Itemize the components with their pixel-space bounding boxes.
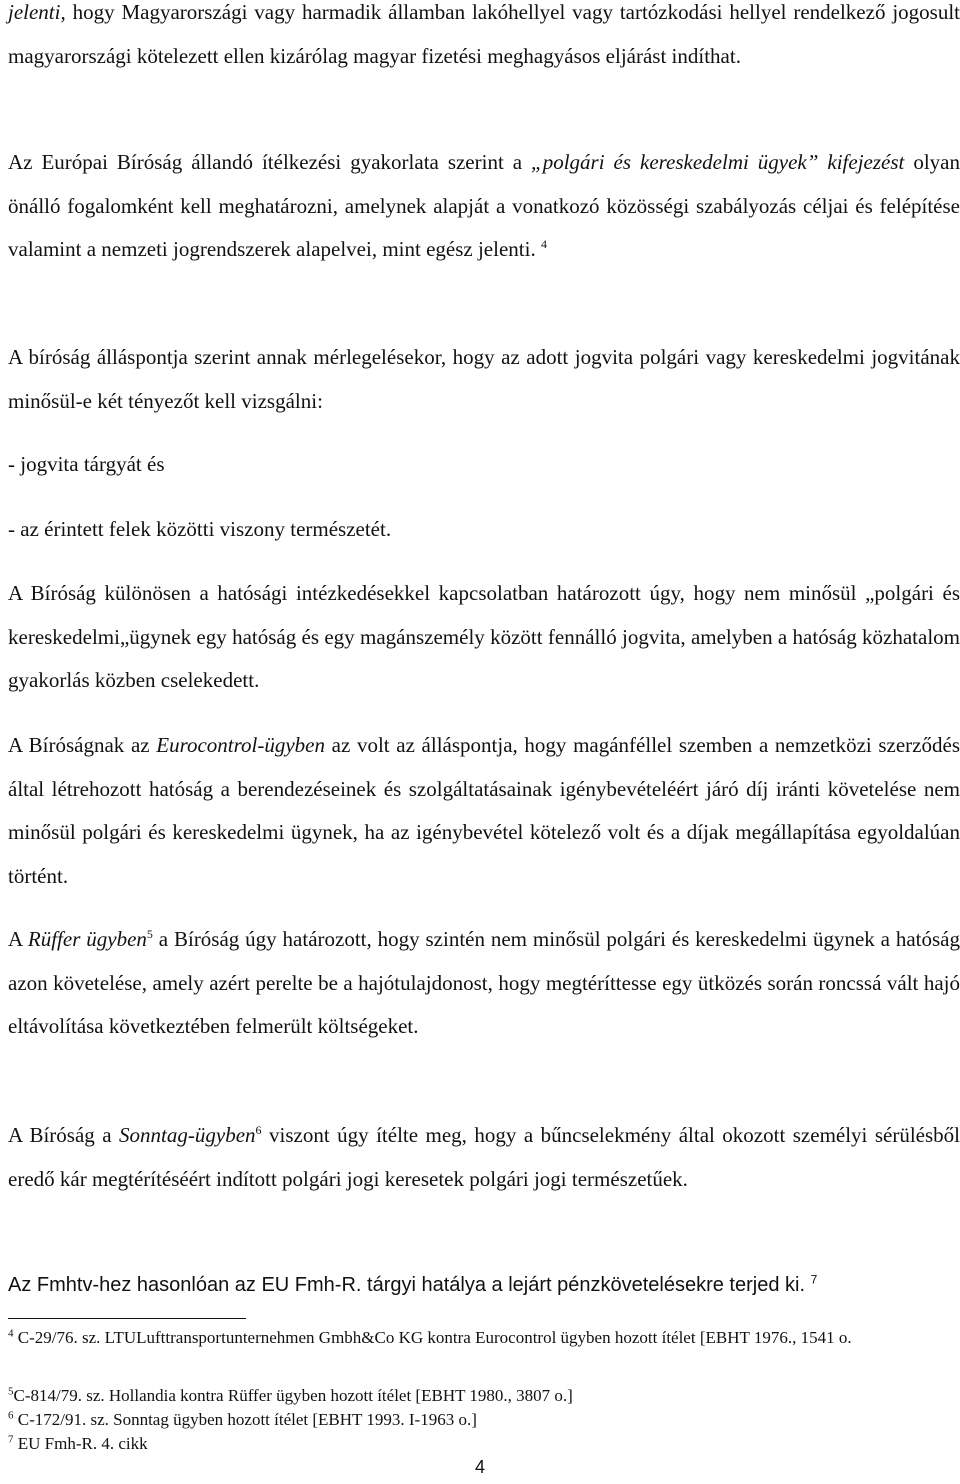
italic-case-name: Sonntag-ügyben bbox=[119, 1123, 256, 1147]
paragraph-text: Az Európai Bíróság állandó ítélkezési gyakorlata szerint a bbox=[8, 150, 532, 174]
list-item: - az érintett felek közötti viszony természetét. bbox=[8, 517, 392, 541]
footnote-ref: 7 bbox=[810, 1272, 818, 1287]
paragraph-text: Az Fmhtv-hez hasonlóan az EU Fmh-R. tárgyi hatálya a lejárt pénzkövetelésekre terjed ki. bbox=[8, 1274, 806, 1296]
footnote-separator bbox=[8, 1318, 246, 1319]
paragraph-text: az volt az álláspontja, hogy magánféllel szemben a nemzetközi szerződés által létrehozott hatóság a berendezéseinek és szolgáltatásainak igénybevételéért járó díj iránti követelése nem minősül polgári és kereskedelmi ügynek, ha az igénybevétel kötelező volt és a díjak megállapítása egyoldalúan történt. bbox=[8, 733, 960, 888]
footnote-text: EU Fmh-R. 4. cikk bbox=[13, 1434, 148, 1453]
footnote-number: 4 bbox=[8, 1327, 14, 1340]
paragraph-text: A Bíróságnak az bbox=[8, 733, 157, 757]
list-item: - jogvita tárgyát és bbox=[8, 452, 165, 476]
footnote-7 bbox=[8, 1429, 960, 1458]
paragraph-text: A bbox=[8, 927, 28, 951]
italic-term: jelenti bbox=[8, 0, 61, 24]
footnote-number: 7 bbox=[8, 1433, 14, 1446]
paragraph-text: A Bíróság a bbox=[8, 1123, 120, 1147]
footnote-text: C-172/91. sz. Sonntag ügyben hozott ítélet [EBHT 1993. I-1963 o.] bbox=[13, 1410, 477, 1429]
paragraph-eurocontrol bbox=[8, 724, 960, 898]
footnote-ref: 5 bbox=[146, 927, 153, 941]
paragraph-court-position: A bíróság álláspontja szerint annak mérlegelésekor, hogy az adott jogvita polgári vagy kereskedelmi jogvitának minősül-e két tényezőt kell vizsgálni: bbox=[8, 345, 960, 413]
footnote-text: C-814/79. sz. Hollandia kontra Rüffer ügyben hozott ítélet [EBHT 1980., 3807 o.] bbox=[13, 1386, 573, 1405]
paragraph-sonntag bbox=[8, 1114, 960, 1201]
paragraph-text: , hogy Magyarországi vagy harmadik államban lakóhellyel vagy tartózkodási hellyel rendelkező jogosult magyarországi kötelezett ellen kizárólag magyar fizetési meghagyásos eljárást indíthat. bbox=[8, 0, 960, 68]
footnote-number: 5 bbox=[8, 1385, 14, 1398]
italic-case-name: Eurocontrol-ügyben bbox=[156, 733, 325, 757]
paragraph-text: a Bíróság úgy határozott, hogy szintén nem minősül polgári és kereskedelmi ügynek a hatóság azon követelése, amely azért perelte be a hajótulajdonost, hogy megtéríttesse egy ütközés során roncssá vált hajó eltávolítása következtében felmerült költségeket. bbox=[8, 927, 960, 1038]
paragraph-text: olyan önálló fogalomként kell meghatározni, amelynek alapját a vonatkozó közösségi szabályozás céljai és felépítése valamint a nemzeti jogrendszerek alapelvei, mint egész jelenti. bbox=[8, 150, 960, 261]
footnote-4 bbox=[8, 1323, 960, 1352]
footnote-text: C-29/76. sz. LTULufttransportunternehmen Gmbh&Co KG kontra Eurocontrol ügyben hozott ítélet [EBHT 1976., 1541 o. bbox=[13, 1328, 852, 1347]
paragraph-continuation bbox=[8, 0, 960, 78]
footnote-number: 6 bbox=[8, 1409, 14, 1422]
footnote-ref: 6 bbox=[255, 1123, 262, 1137]
paragraph-ruffer bbox=[8, 918, 960, 1049]
paragraph-scope bbox=[8, 1264, 960, 1308]
paragraph-text: viszont úgy ítélte meg, hogy a bűncselekmény által okozott személyi sérülésből eredő kár megtérítéséért indított polgári jogi keresetek polgári jogi természetűek. bbox=[8, 1123, 960, 1191]
italic-term: „polgári és kereskedelmi ügyek” kifejezést bbox=[531, 150, 905, 174]
page-number: 4 bbox=[474, 1457, 485, 1477]
paragraph-public-authority: A Bíróság különösen a hatósági intézkedésekkel kapcsolatban határozott úgy, hogy nem minősül „polgári és kereskedelmi„ügynek egy hatóság és egy magánszemély között fennálló jogvita, amelyben a hatóság közhatalom gyakorlás közben cselekedett. bbox=[8, 581, 960, 692]
footnote-ref: 4 bbox=[540, 237, 547, 251]
paragraph-civil-commercial-definition bbox=[8, 141, 960, 272]
italic-case-name: Rüffer ügyben bbox=[27, 927, 147, 951]
